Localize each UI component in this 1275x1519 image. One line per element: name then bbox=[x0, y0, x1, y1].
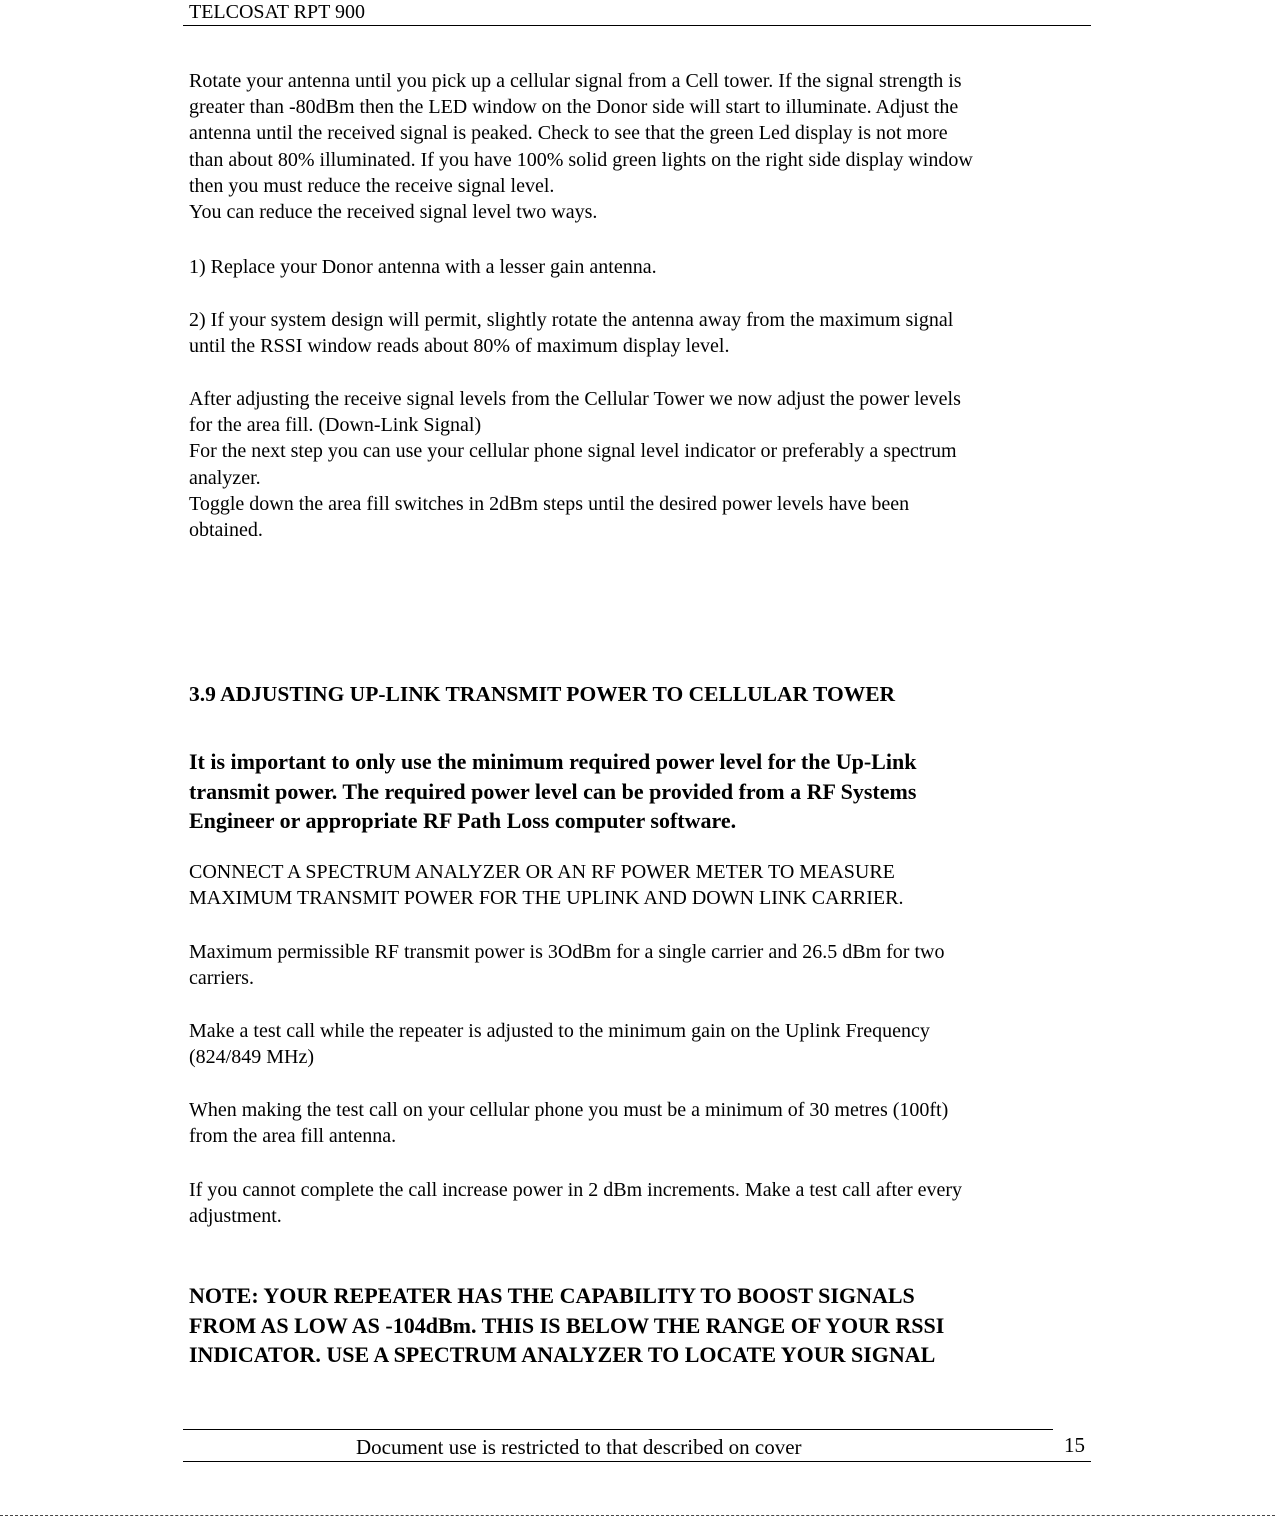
connect-line: CONNECT A SPECTRUM ANALYZER OR AN RF POWER METER TO MEASURE bbox=[189, 861, 895, 883]
connect-line: MAXIMUM TRANSMIT POWER FOR THE UPLINK AND DOWN LINK CARRIER. bbox=[189, 887, 904, 910]
intro-line: antenna until the received signal is peaked. Check to see that the green Led display is not more bbox=[189, 122, 948, 145]
option-2-paragraph bbox=[189, 307, 1089, 359]
downlink-line: After adjusting the receive signal levels from the Cellular Tower we now adjust the power levels bbox=[189, 388, 961, 410]
option-1-line: 1) Replace your Donor antenna with a lesser gain antenna. bbox=[189, 256, 657, 278]
max-power-line: carriers. bbox=[189, 967, 254, 990]
downlink-line: obtained. bbox=[189, 519, 263, 542]
increase-line: If you cannot complete the call increase power in 2 dBm increments. Make a test call after every bbox=[189, 1179, 963, 1201]
max-power-paragraph bbox=[189, 939, 1089, 991]
page-edge-divider bbox=[0, 1515, 1275, 1516]
connect-paragraph bbox=[189, 859, 1089, 911]
distance-paragraph bbox=[189, 1097, 1089, 1149]
distance-line: When making the test call on your cellular phone you must be a minimum of 30 metres (100ft) bbox=[189, 1099, 949, 1121]
option-1-paragraph bbox=[189, 254, 1089, 280]
note-line: FROM AS LOW AS -104dBm. THIS IS BELOW THE RANGE OF YOUR RSSI bbox=[189, 1312, 945, 1338]
footer-notice: Document use is restricted to that described on cover bbox=[356, 1435, 802, 1459]
intro-line: Rotate your antenna until you pick up a cellular signal from a Cell tower. If the signal strength is bbox=[189, 70, 962, 92]
option-2-line: until the RSSI window reads about 80% of maximum display level. bbox=[189, 335, 730, 358]
important-line: It is important to only use the minimum required power level for the Up-Link bbox=[189, 749, 917, 774]
header-divider bbox=[183, 25, 1091, 26]
important-paragraph bbox=[189, 747, 1089, 836]
distance-line: from the area fill antenna. bbox=[189, 1125, 397, 1148]
page-number: 15 bbox=[1064, 1433, 1085, 1457]
intro-line: You can reduce the received signal level two ways. bbox=[189, 201, 598, 224]
downlink-line: for the area fill. (Down-Link Signal) bbox=[189, 414, 482, 437]
downlink-line: For the next step you can use your cellular phone signal level indicator or preferably a spectrum bbox=[189, 440, 957, 463]
intro-line: then you must reduce the receive signal level. bbox=[189, 174, 555, 197]
option-2-line: 2) If your system design will permit, slightly rotate the antenna away from the maximum signal bbox=[189, 309, 954, 331]
test-call-line: (824/849 MHz) bbox=[189, 1046, 314, 1069]
running-header: TELCOSAT RPT 900 bbox=[189, 1, 365, 23]
test-call-paragraph bbox=[189, 1018, 1089, 1070]
footer-divider-bottom bbox=[183, 1461, 1091, 1462]
downlink-line: Toggle down the area fill switches in 2dBm steps until the desired power levels have been bbox=[189, 492, 910, 515]
increase-line: adjustment. bbox=[189, 1205, 282, 1228]
intro-line: than about 80% illuminated. If you have 100% solid green lights on the right side display window bbox=[189, 148, 973, 171]
test-call-line: Make a test call while the repeater is adjusted to the minimum gain on the Uplink Frequency bbox=[189, 1020, 930, 1042]
note-paragraph bbox=[189, 1281, 1089, 1370]
increase-paragraph bbox=[189, 1177, 1089, 1229]
note-line: INDICATOR. USE A SPECTRUM ANALYZER TO LOCATE YOUR SIGNAL bbox=[189, 1342, 936, 1367]
footer-divider-top bbox=[183, 1429, 1053, 1430]
note-line: NOTE: YOUR REPEATER HAS THE CAPABILITY TO BOOST SIGNALS bbox=[189, 1283, 915, 1308]
downlink-line: analyzer. bbox=[189, 466, 261, 489]
downlink-paragraph bbox=[189, 386, 1089, 543]
important-line: transmit power. The required power level can be provided from a RF Systems bbox=[189, 778, 917, 804]
important-line: Engineer or appropriate RF Path Loss computer software. bbox=[189, 808, 737, 833]
intro-line: greater than -80dBm then the LED window on the Donor side will start to illuminate. Adjust the bbox=[189, 96, 959, 119]
max-power-line: Maximum permissible RF transmit power is 3OdBm for a single carrier and 26.5 dBm for two bbox=[189, 941, 945, 963]
section-heading: 3.9 ADJUSTING UP-LINK TRANSMIT POWER TO CELLULAR TOWER bbox=[189, 682, 896, 706]
intro-paragraph bbox=[189, 68, 1089, 225]
